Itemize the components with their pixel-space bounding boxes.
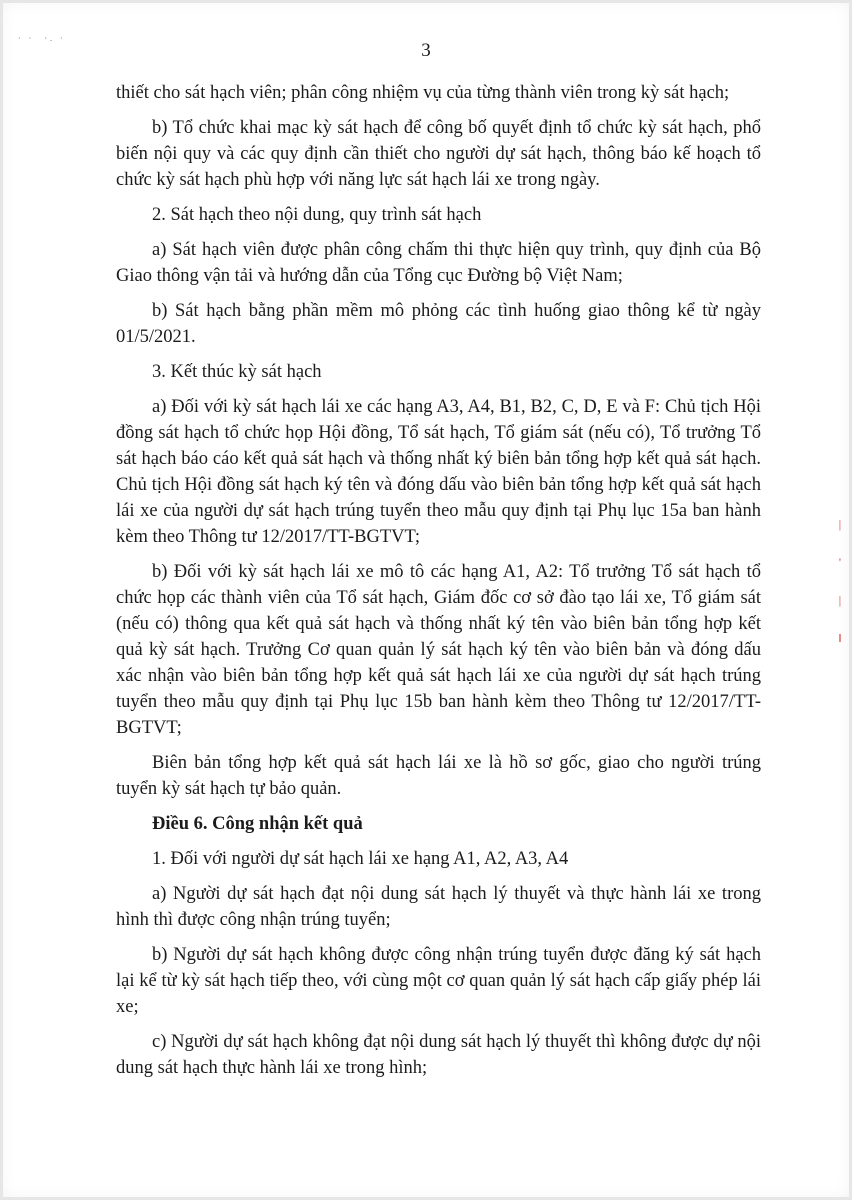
stamp-mark: ' xyxy=(838,555,842,569)
section-heading: 3. Kết thúc kỳ sát hạch xyxy=(152,362,322,382)
scan-specks: · · ·. · xyxy=(18,34,66,43)
paragraph: a) Người dự sát hạch đạt nội dung sát hạch lý thuyết và thực hành lái xe trong hình thì được công nhận trúng tuyển; xyxy=(116,884,761,930)
paragraph: c) Người dự sát hạch không đạt nội dung sát hạch lý thuyết thì không được dự nội dung sát hạch thực hành lái xe trong hình; xyxy=(116,1032,761,1078)
stamp-mark: | xyxy=(838,593,842,607)
stamp-mark: | xyxy=(838,517,842,531)
paragraph: thiết cho sát hạch viên; phân công nhiệm vụ của từng thành viên trong kỳ sát hạch; xyxy=(116,83,730,103)
paragraph: b) Người dự sát hạch không được công nhận trúng tuyển được đăng ký sát hạch lại kể từ kỳ sát hạch tiếp theo, với cùng một cơ quan quản lý sát hạch cấp giấy phép lái xe; xyxy=(116,945,761,1017)
section-heading: 1. Đối với người dự sát hạch lái xe hạng A1, A2, A3, A4 xyxy=(152,849,569,869)
paragraph: b) Đối với kỳ sát hạch lái xe mô tô các hạng A1, A2: Tổ trưởng Tổ sát hạch tổ chức họp các thành viên của Tổ sát hạch, Giám đốc cơ sở đào tạo lái xe, Tổ giám sát (nếu có) thông qua kết quả sát hạch và thống nhất ký tên vào biên bản tổng hợp kết quả kỳ sát hạch. Trưởng Cơ quan quản lý sát hạch ký tên vào biên bản và đóng dấu xác nhận vào biên bản tổng hợp kết quả sát hạch lái xe của người dự sát hạch trúng tuyển theo mẫu quy định tại Phụ lục 15b ban hành kèm theo Thông tư 12/2017/TT-BGTVT; xyxy=(116,562,761,738)
document-body xyxy=(116,80,761,1090)
stamp-edge-marks xyxy=(828,515,852,667)
paragraph: a) Đối với kỳ sát hạch lái xe các hạng A3, A4, B1, B2, C, D, E và F: Chủ tịch Hội đồng sát hạch tổ chức họp Hội đồng, Tổ sát hạch, Tổ giám sát (nếu có), Tổ trưởng Tổ sát hạch báo cáo kết quả sát hạch và thống nhất ký biên bản tổng hợp kết quả sát hạch. Chủ tịch Hội đồng sát hạch ký tên và đóng dấu vào biên bản tổng hợp kết quả sát hạch lái xe của người dự sát hạch trúng tuyển theo mẫu quy định tại Phụ lục 15a ban hành kèm theo Thông tư 12/2017/TT-BGTVT; xyxy=(116,397,761,547)
paragraph: b) Tổ chức khai mạc kỳ sát hạch để công bố quyết định tổ chức kỳ sát hạch, phổ biến nội quy và các quy định cần thiết cho người dự sát hạch, thông báo kế hoạch tổ chức kỳ sát hạch phù hợp với năng lực sát hạch lái xe trong ngày. xyxy=(116,118,761,190)
page-number: 3 xyxy=(421,40,431,61)
paragraph: b) Sát hạch bằng phần mềm mô phỏng các tình huống giao thông kể từ ngày 01/5/2021. xyxy=(116,301,761,347)
stamp-mark: ‖ xyxy=(838,631,842,645)
section-heading: 2. Sát hạch theo nội dung, quy trình sát hạch xyxy=(152,205,482,225)
article-heading: Điều 6. Công nhận kết quả xyxy=(152,814,363,834)
paragraph: a) Sát hạch viên được phân công chấm thi thực hiện quy trình, quy định của Bộ Giao thông vận tải và hướng dẫn của Tổng cục Đường bộ Việt Nam; xyxy=(116,240,761,286)
paragraph: Biên bản tổng hợp kết quả sát hạch lái xe là hồ sơ gốc, giao cho người trúng tuyển kỳ sát hạch tự bảo quản. xyxy=(116,753,761,799)
